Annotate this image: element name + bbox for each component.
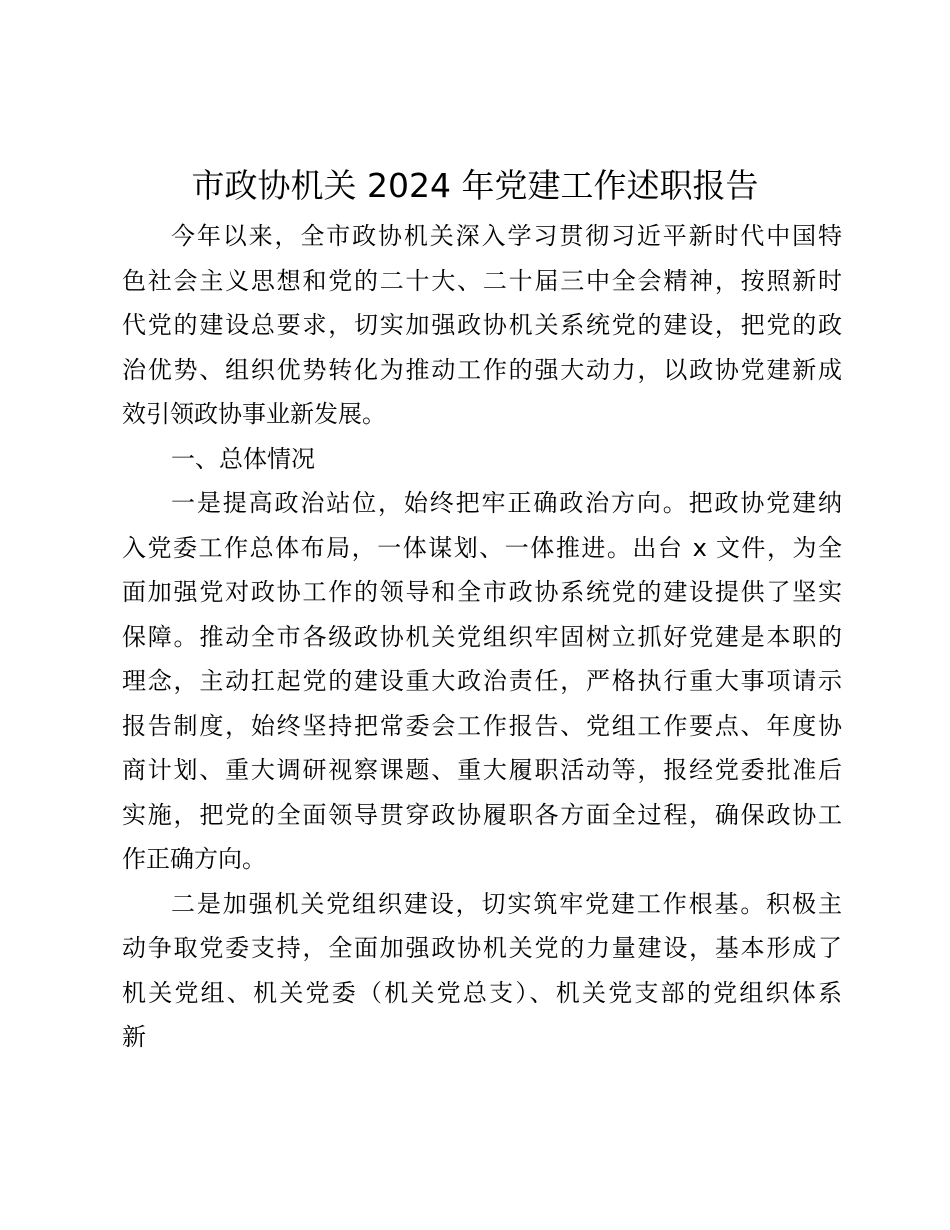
section-heading-text: 一、总体情况 [171,444,315,473]
paragraph-line: 报告制度，始终坚持把常委会工作报告、党组工作要点、年度协 [122,711,842,740]
paragraph-point-1 [122,481,842,882]
paragraph-intro [122,214,842,437]
paragraph-line: 效引领政协事业新发展。 [122,400,386,428]
document-body [122,214,842,1060]
paragraph-line: 新 [122,1023,146,1051]
paragraph-line: 色社会主义思想和党的二十大、二十届三中全会精神，按照新时 [122,266,842,295]
paragraph-line: 入党委工作总体布局，一体谋划、一体推进。出台 x 文件，为全 [122,533,842,562]
paragraph-line: 代党的建设总要求，切实加强政协机关系统党的建设，把党的政 [122,311,842,339]
paragraph-line: 面加强党对政协工作的领导和全市政协系统党的建设提供了坚实 [122,578,842,606]
paragraph-point-2 [122,882,842,1060]
paragraph-line: 今年以来，全市政协机关深入学习贯彻习近平新时代中国特 [171,222,842,250]
paragraph-line: 二是加强机关党组织建设，切实筑牢党建工作根基。积极主 [171,889,842,918]
paragraph-line: 机关党组、机关党委（机关党总支）、机关党支部的党组织体系 [122,978,842,1007]
paragraph-line: 保障。推动全市各级政协机关党组织牢固树立抓好党建是本职的 [122,622,842,651]
paragraph-line: 实施，把党的全面领导贯穿政协履职各方面全过程，确保政协工 [122,800,842,829]
document-title: 市政协机关 2024 年党建工作述职报告 [191,166,759,205]
paragraph-line: 理念，主动扛起党的建设重大政治责任，严格执行重大事项请示 [122,667,842,695]
paragraph-line: 作正确方向。 [122,845,266,873]
section-heading [122,437,842,482]
paragraph-line: 动争取党委支持，全面加强政协机关党的力量建设，基本形成了 [122,934,842,962]
paragraph-line: 治优势、组织优势转化为推动工作的强大动力，以政协党建新成 [122,355,842,384]
paragraph-line: 商计划、重大调研视察课题、重大履职活动等，报经党委批准后 [122,756,842,784]
paragraph-line: 一是提高政治站位，始终把牢正确政治方向。把政协党建纳 [171,489,842,517]
